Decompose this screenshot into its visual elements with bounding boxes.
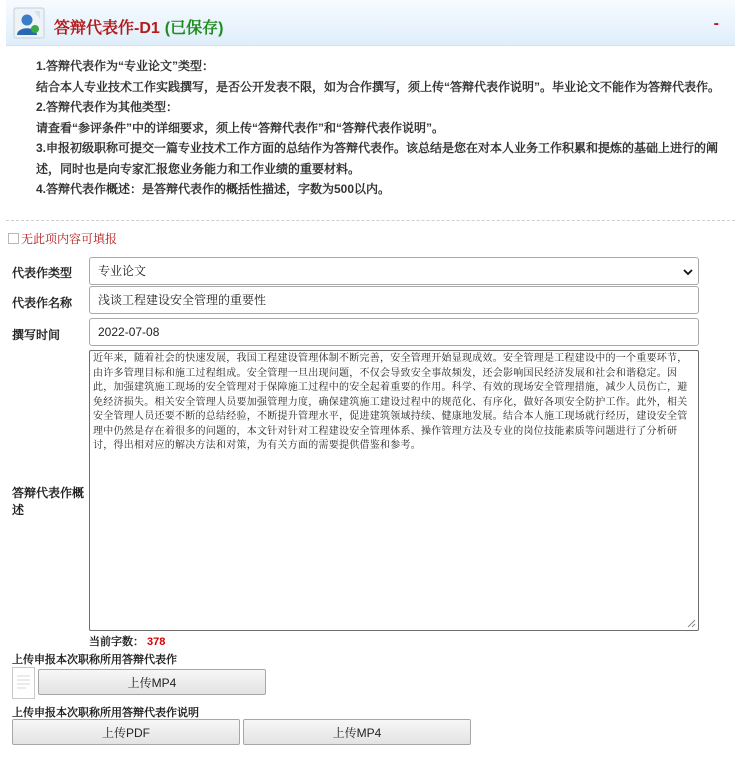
upload-work-label: 上传申报本次职称所用答辩代表作 bbox=[12, 654, 177, 666]
word-count-label: 当前字数： bbox=[89, 636, 144, 648]
page-title bbox=[54, 15, 223, 38]
upload-work-mp4-button[interactable]: 上传MP4 bbox=[38, 669, 266, 695]
type-select-value: 专业论文 bbox=[98, 264, 147, 278]
upload-note-pdf-button[interactable]: 上传PDF bbox=[12, 719, 240, 745]
user-avatar-icon bbox=[13, 7, 45, 39]
chevron-down-icon bbox=[683, 267, 693, 277]
word-count bbox=[89, 633, 165, 649]
saved-status: (已保存) bbox=[164, 20, 224, 37]
summary-textarea[interactable] bbox=[89, 350, 699, 631]
document-icon bbox=[12, 667, 35, 699]
resize-grip-icon[interactable] bbox=[687, 619, 696, 628]
upload-note-mp4-button[interactable]: 上传MP4 bbox=[243, 719, 471, 745]
no-content-checkbox[interactable] bbox=[8, 233, 19, 244]
note-1-body: 结合本人专业技术工作实践撰写，是否公开发表不限，如为合作撰写，须上传“答辩代表作说明”。毕业论文不能作为答辩代表作。 bbox=[36, 79, 721, 94]
name-label: 代表作名称 bbox=[12, 296, 73, 310]
note-4: 4.答辩代表作概述：是答辩代表作的概括性描述，字数为500以内。 bbox=[36, 182, 391, 196]
collapse-button[interactable]: - bbox=[713, 15, 719, 32]
instructions bbox=[10, 56, 722, 200]
name-input[interactable]: 浅谈工程建设安全管理的重要性 bbox=[89, 286, 699, 314]
summary-label: 答辩代表作概述 bbox=[12, 486, 85, 517]
upload-note-label: 上传申报本次职称所用答辩代表作说明 bbox=[12, 707, 199, 719]
no-content-option[interactable] bbox=[8, 230, 117, 247]
date-label: 撰写时间 bbox=[12, 328, 61, 342]
type-label: 代表作类型 bbox=[12, 266, 73, 280]
section-header bbox=[6, 0, 735, 46]
word-count-value: 378 bbox=[147, 636, 166, 648]
note-1-title: 1.答辩代表作为“专业论文”类型： bbox=[36, 59, 215, 73]
type-select[interactable] bbox=[89, 257, 699, 285]
document-lines-icon bbox=[13, 668, 34, 698]
summary-text: 近年来，随着社会的快速发展，我国工程建设管理体制不断完善，安全管理开始显现成效。安全管理是工程建设中的一个重要环节，由许多管理目标和施工过程组成。安全管理一旦出现问题，不仅会导致安全事故频发，还会影响国民经济发展和社会和谐稳定。因此，加强建筑施工现场的安全管理对于保障施工过程中的安全起着重要的作用。科学、有效的现场安全管理措施，减少人员伤亡，避免经济损失。相关安全管理人员要加强管理力度，确保建筑施工建设过程中的规范化、有序化，做好各项安全防护工作。此外，相关安全管理人员还要不断的总结经验，不断提升管理水平，促进建筑领域持续、健康地发展。结合本人施工现场就行经历，建设安全管理中仍然是存在着很多的问题的，本文针对针对工程建设安全管理体系、操作管理方法及专业的岗位技能素质等问题进行了分析研讨，得出相对应的解决方法和对策，为有关方面的需要提供借鉴和参考。 bbox=[93, 353, 688, 451]
note-2-body: 请查看“参评条件”中的详细要求，须上传“答辩代表作”和“答辩代表作说明”。 bbox=[36, 120, 445, 135]
no-content-label: 无此项内容可填报 bbox=[21, 232, 118, 246]
note-2-title: 2.答辩代表作为其他类型： bbox=[36, 100, 179, 114]
title-text: 答辩代表作-D1 bbox=[54, 20, 160, 37]
divider bbox=[6, 220, 735, 221]
date-input[interactable]: 2022-07-08 bbox=[89, 318, 699, 346]
note-3: 3.申报初级职称可提交一篇专业技术工作方面的总结作为答辩代表作。该总结是您在对本人业务工作积累和提炼的基础上进行的阐述，同时也是向专家汇报您业务能力和工作业绩的重要材料。 bbox=[36, 141, 719, 176]
